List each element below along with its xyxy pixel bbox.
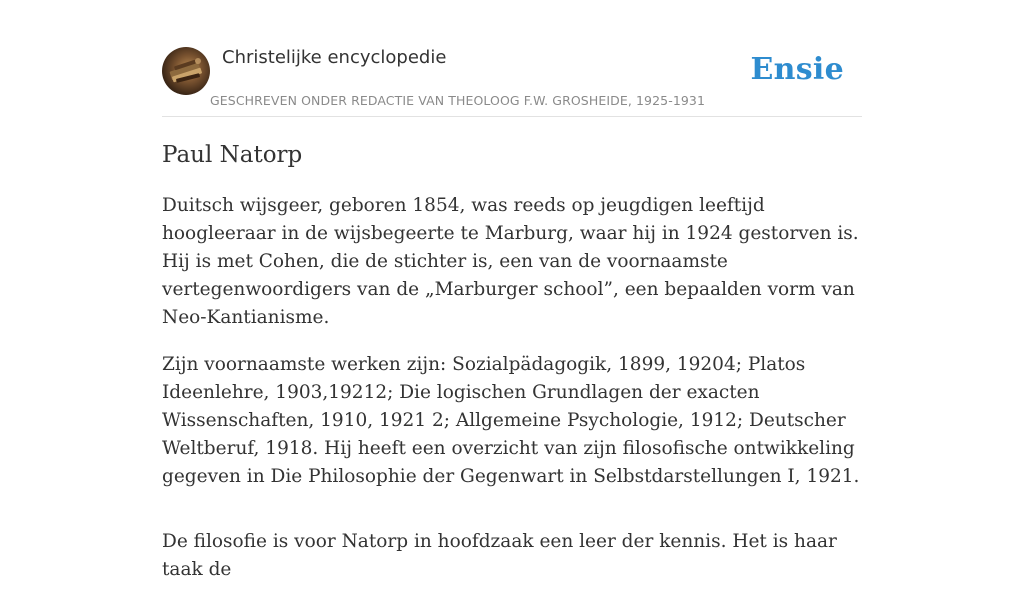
publication-name[interactable]: Christelijke encyclopedie (222, 47, 447, 68)
page (162, 0, 862, 580)
site-header (162, 0, 862, 117)
article-paragraph: De filosofie is voor Natorp in hoofdzaak een leer der kennis. Het is haar taak de (162, 531, 837, 580)
publication-subtitle: GESCHREVEN ONDER REDACTIE VAN THEOLOOG F.W. GROSHEIDE, 1925-1931 (210, 93, 706, 108)
article-paragraph: Zijn voornaamste werken zijn: Sozialpädagogik, 1899, 19204; Platos Ideenlehre, 1903,19212; Die logischen Grundlagen der exacten Wissenschaften, 1910, 1921 2; Allgemeine Psychologie, 1912; Deutscher Weltberuf, 1918. Hij heeft een overzicht van zijn filosofische ontwikkeling gegeven in Die Philosophie der Gegenwart in Selbstdarstellungen I, 1921. (162, 354, 860, 487)
book-image-icon (162, 47, 210, 95)
publication-avatar[interactable] (162, 47, 210, 95)
article-title: Paul Natorp (162, 142, 303, 168)
article-paragraph: Duitsch wijsgeer, geboren 1854, was reeds op jeugdigen leeftijd hoogleeraar in de wijsbegeerte te Marburg, waar hij in 1924 gestorven is. Hij is met Cohen, die de stichter is, een van de voornaamste vertegenwoordigers van de „Marburger school”, een bepaalden vorm van Neo-Kantianisme. (162, 195, 859, 328)
article-body (162, 192, 872, 603)
ensie-logo-link[interactable]: Ensie (750, 52, 844, 87)
